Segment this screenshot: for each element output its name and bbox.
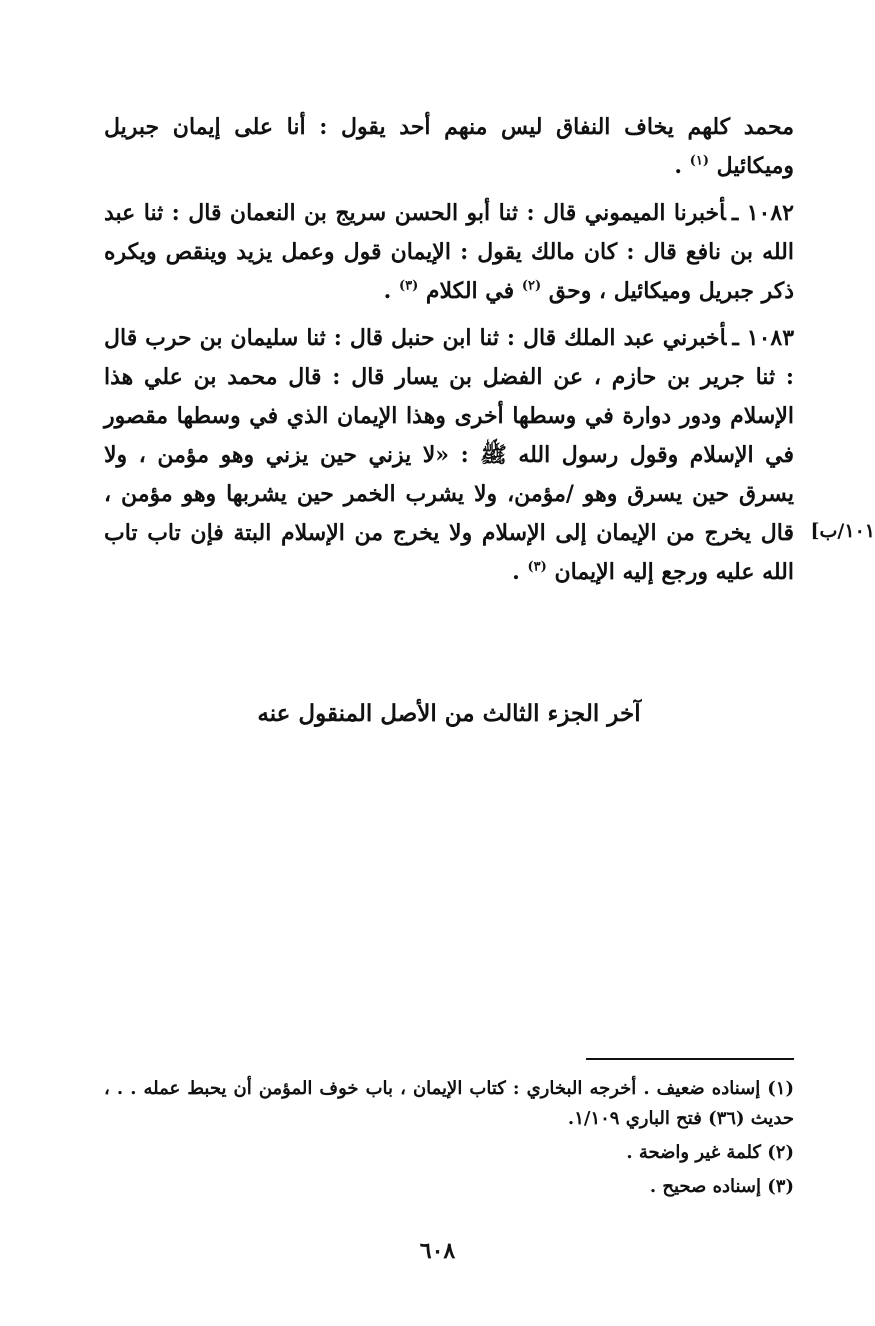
footnote-ref-3[interactable]: (٣) xyxy=(398,278,419,294)
paragraph-text: محمد كلهم يخاف النفاق ليس منهم أحد يقول : أنا على إيمان جبريل وميكائيل xyxy=(104,114,794,179)
hadith-text: أخبرنا الميموني قال : ثنا أبو الحسن سريج بن النعمان قال : ثنا عبد الله بن نافع قال : كان مالك يقول : الإيمان قول وعمل يزيد وينقص ويكره ذكر جبريل وميكائيل ، وحق xyxy=(104,200,794,304)
manuscript-folio-marker: ١٠١/ب] xyxy=(810,520,875,542)
hadith-1082 xyxy=(104,194,794,311)
footnote-ref-1[interactable]: (١) xyxy=(689,153,709,169)
hadith-text-continued: في الكلام xyxy=(425,278,515,304)
footnote-ref-3b[interactable]: (٣) xyxy=(527,559,547,575)
footnote-3: (٣) إسناده صحيح . xyxy=(649,1176,794,1197)
main-text-block xyxy=(104,108,794,600)
section-end-heading: آخر الجزء الثالث من الأصل المنقول عنه xyxy=(257,700,641,727)
hadith-1083 xyxy=(104,319,794,592)
footnote-2: (٢) كلمة غير واضحة . xyxy=(626,1142,794,1163)
footnote-separator xyxy=(586,1058,794,1060)
hadith-end: . xyxy=(383,278,392,304)
page-number: ٦٠٨ xyxy=(419,1238,456,1264)
paragraph-continuation xyxy=(104,108,794,186)
footnotes xyxy=(104,1074,794,1206)
hadith-number: ١٠٨٣ ـ xyxy=(732,325,795,351)
footnote-ref-2[interactable]: (٢) xyxy=(521,278,542,294)
paragraph-end: . xyxy=(674,153,683,179)
footnote-1: (١) إسناده ضعيف . أخرجه البخاري : كتاب الإيمان ، باب خوف المؤمن أن يحبط عمله . . ، حديث (٣٦) فتح الباري ١/١٠٩. xyxy=(104,1078,794,1129)
hadith-end: . xyxy=(512,559,520,585)
hadith-text: أخبرني عبد الملك قال : ثنا ابن حنبل قال : ثنا سليمان بن حرب قال : ثنا جرير بن حازم ، عن الفضل بن يسار قال : قال محمد بن علي هذا الإسلام ودور دوارة في وسطها أخرى وهذا الإيمان الذي في وسطها مقصور في الإسلام وقول رسول الله ﷺ : «لا يزني حين يزني وهو مؤمن ، ولا يسرق حين يسرق وهو /مؤمن، ولا يشرب الخمر حين يشربها وهو مؤمن ، قال يخرج من الإيمان إلى الإسلام ولا يخرج من الإسلام البتة فإن تاب تاب الله عليه ورجع إليه الإيمان xyxy=(104,325,794,585)
hadith-number: ١٠٨٢ ـ xyxy=(731,200,794,226)
